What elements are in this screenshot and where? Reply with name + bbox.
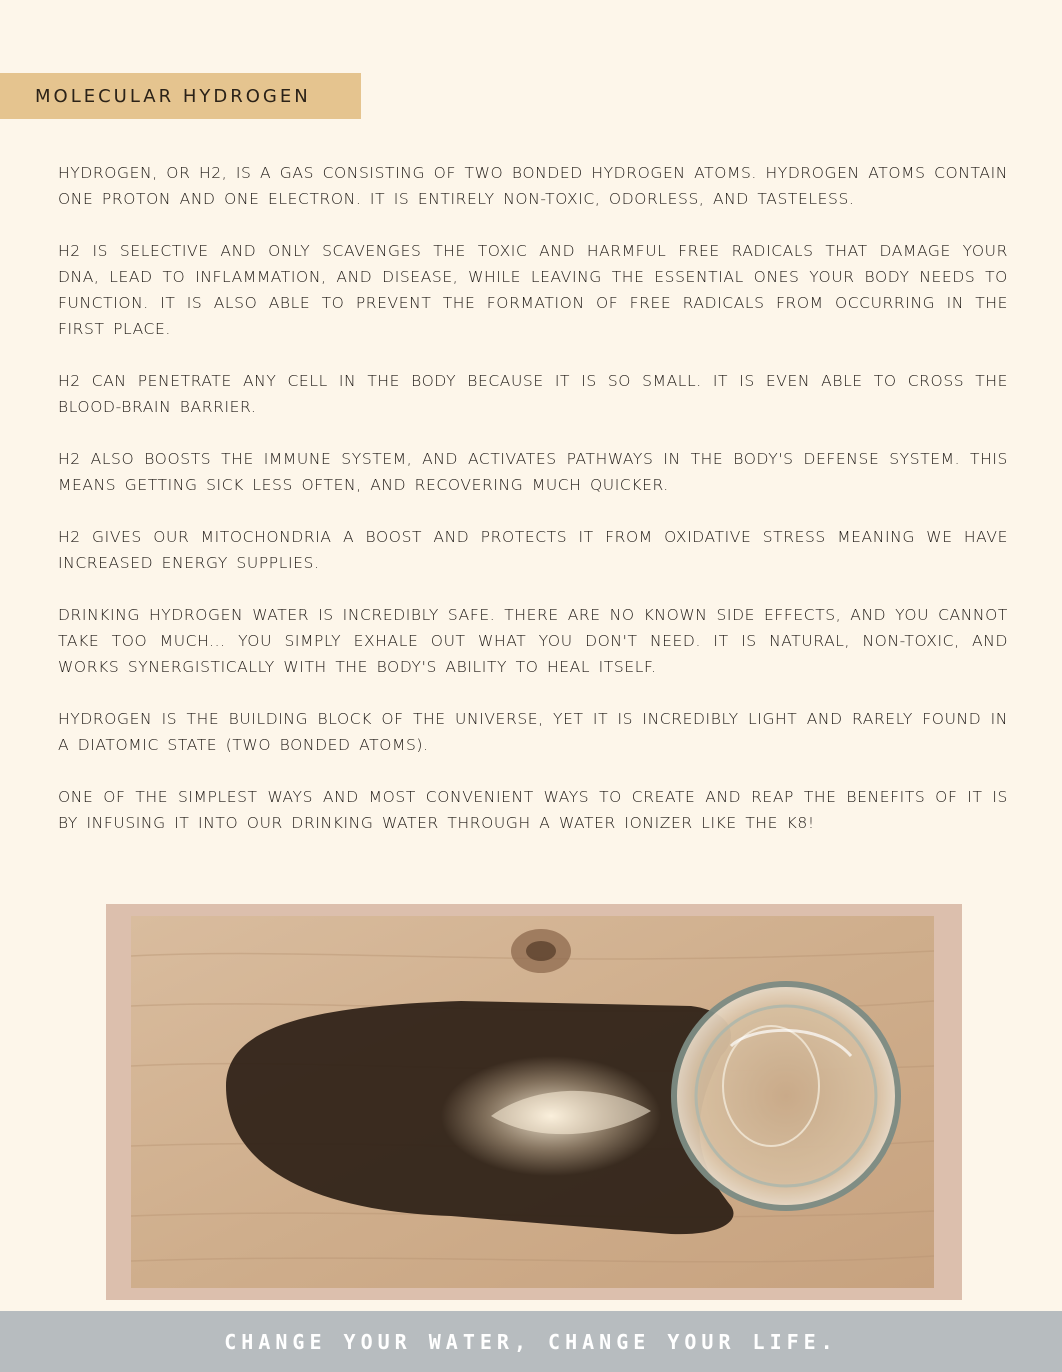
paragraph-penetrate: H2 CAN PENETRATE ANY CELL IN THE BODY BECAUSE IT IS SO SMALL. IT IS EVEN ABLE TO CROSS THE BLOOD-BRAIN BARRIER. bbox=[58, 372, 1008, 416]
paragraph-mitochondria: H2 GIVES OUR MITOCHONDRIA A BOOST AND PROTECTS IT FROM OXIDATIVE STRESS MEANING WE HAVE INCREASED ENERGY SUPPLIES. bbox=[58, 528, 1008, 572]
paragraph-ionizer: ONE OF THE SIMPLEST WAYS AND MOST CONVENIENT WAYS TO CREATE AND REAP THE BENEFITS OF IT IS BY INFUSING IT INTO OUR DRINKING WATER THROUGH A WATER IONIZER LIKE THE K8! bbox=[58, 788, 1008, 832]
paragraph-immune: H2 ALSO BOOSTS THE IMMUNE SYSTEM, AND ACTIVATES PATHWAYS IN THE BODY'S DEFENSE SYSTEM. THIS MEANS GETTING SICK LESS OFTEN, AND RECOVERING MUCH QUICKER. bbox=[58, 450, 1008, 494]
section-title: MOLECULAR HYDROGEN bbox=[35, 85, 311, 107]
footer-tagline: CHANGE YOUR WATER, CHANGE YOUR LIFE. bbox=[224, 1329, 838, 1354]
glass-of-water-photo bbox=[131, 916, 934, 1288]
paragraph-what-is-h2: HYDROGEN, OR H2, IS A GAS CONSISTING OF TWO BONDED HYDROGEN ATOMS. HYDROGEN ATOMS CONTAIN ONE PROTON AND ONE ELECTRON. IT IS ENTIRELY NON-TOXIC, ODORLESS, AND TASTELESS. bbox=[58, 164, 1008, 208]
footer-bar bbox=[0, 1311, 1062, 1372]
paragraph-safety: DRINKING HYDROGEN WATER IS INCREDIBLY SAFE. THERE ARE NO KNOWN SIDE EFFECTS, AND YOU CANNOT TAKE TOO MUCH... YOU SIMPLY EXHALE OUT WHAT YOU DON'T NEED. IT IS NATURAL, NON-TOXIC, AND WORKS SYNERGISTICALLY WITH THE BODY'S ABILITY TO HEAL ITSELF. bbox=[58, 606, 1008, 676]
paragraph-building-block: HYDROGEN IS THE BUILDING BLOCK OF THE UNIVERSE, YET IT IS INCREDIBLY LIGHT AND RARELY FOUND IN A DIATOMIC STATE (TWO BONDED ATOMS). bbox=[58, 710, 1008, 754]
photo-frame bbox=[106, 904, 962, 1300]
section-header-bar bbox=[0, 73, 361, 119]
paragraph-selective: H2 IS SELECTIVE AND ONLY SCAVENGES THE TOXIC AND HARMFUL FREE RADICALS THAT DAMAGE YOUR DNA, LEAD TO INFLAMMATION, AND DISEASE, WHILE LEAVING THE ESSENTIAL ONES YOUR BODY NEEDS TO FUNCTION. IT IS ALSO ABLE TO PREVENT THE FORMATION OF FREE RADICALS FROM OCCURRING IN THE FIRST PLACE. bbox=[58, 242, 1008, 338]
body-text bbox=[58, 160, 1008, 862]
glass-shadow-illustration bbox=[131, 916, 934, 1288]
